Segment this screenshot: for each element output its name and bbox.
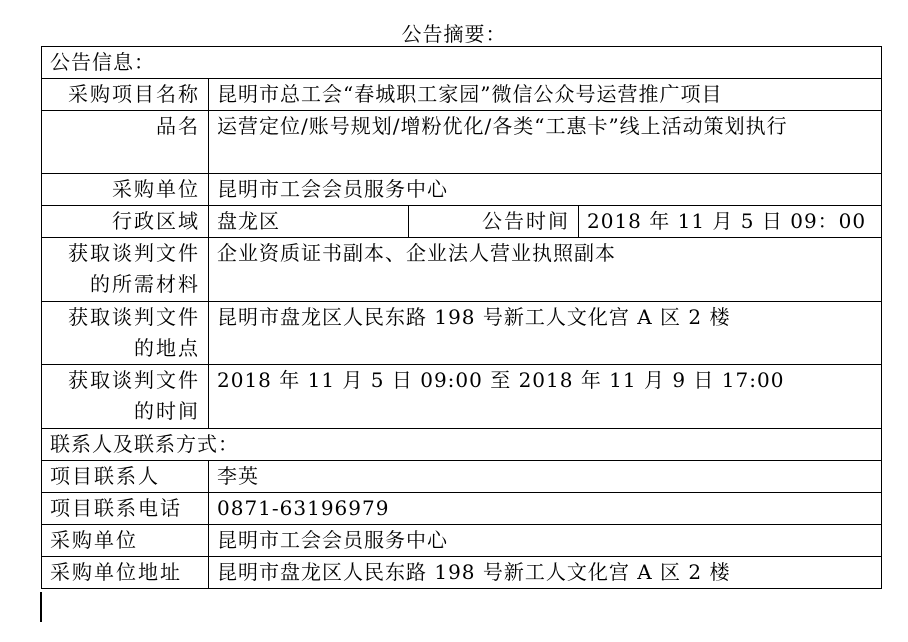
value-district: 盘龙区 (209, 206, 409, 238)
value-items: 运营定位/账号规划/增粉优化/各类“工惠卡”线上活动策划执行 (209, 111, 882, 174)
value-contact-phone: 0871-63196979 (209, 493, 882, 525)
label-contact-address: 采购单位地址 (42, 557, 209, 589)
value-contact-person: 李英 (209, 461, 882, 493)
section-heading-contact: 联系人及联系方式： (42, 429, 882, 461)
notice-summary-table (41, 46, 882, 589)
row-location (42, 302, 882, 365)
row-contact-phone (42, 493, 882, 525)
row-items (42, 111, 882, 174)
row-purchaser (42, 174, 882, 206)
label-district: 行政区域 (42, 206, 209, 238)
row-materials (42, 238, 882, 302)
label-materials: 获取谈判文件的所需材料 (42, 238, 209, 302)
label-contact-person: 项目联系人 (42, 461, 209, 493)
label-location: 获取谈判文件的地点 (42, 302, 209, 365)
value-period: 2018 年 11 月 5 日 09:00 至 2018 年 11 月 9 日 17:00 (209, 365, 882, 429)
value-location: 昆明市盘龙区人民东路 198 号新工人文化宫 A 区 2 楼 (209, 302, 882, 365)
value-notice-time: 2018 年 11 月 5 日 09：00 (579, 206, 882, 238)
label-contact-unit: 采购单位 (42, 525, 209, 557)
section-row-notice (42, 47, 882, 79)
label-period: 获取谈判文件的时间 (42, 365, 209, 429)
label-purchaser: 采购单位 (42, 174, 209, 206)
row-project-name (42, 79, 882, 111)
text-cursor (40, 592, 42, 622)
label-items: 品名 (42, 111, 209, 174)
label-project-name: 采购项目名称 (42, 79, 209, 111)
section-heading-notice: 公告信息： (42, 47, 882, 79)
row-district (42, 206, 882, 238)
row-contact-address (42, 557, 882, 589)
row-contact-person (42, 461, 882, 493)
value-contact-unit: 昆明市工会会员服务中心 (209, 525, 882, 557)
label-notice-time: 公告时间 (409, 206, 579, 238)
row-contact-unit (42, 525, 882, 557)
value-purchaser: 昆明市工会会员服务中心 (209, 174, 882, 206)
value-materials: 企业资质证书副本、企业法人营业执照副本 (209, 238, 882, 302)
value-project-name: 昆明市总工会“春城职工家园”微信公众号运营推广项目 (209, 79, 882, 111)
label-contact-phone: 项目联系电话 (42, 493, 209, 525)
document-title: 公告摘要： (401, 22, 507, 46)
value-contact-address: 昆明市盘龙区人民东路 198 号新工人文化宫 A 区 2 楼 (209, 557, 882, 589)
section-row-contact (42, 429, 882, 461)
row-period (42, 365, 882, 429)
